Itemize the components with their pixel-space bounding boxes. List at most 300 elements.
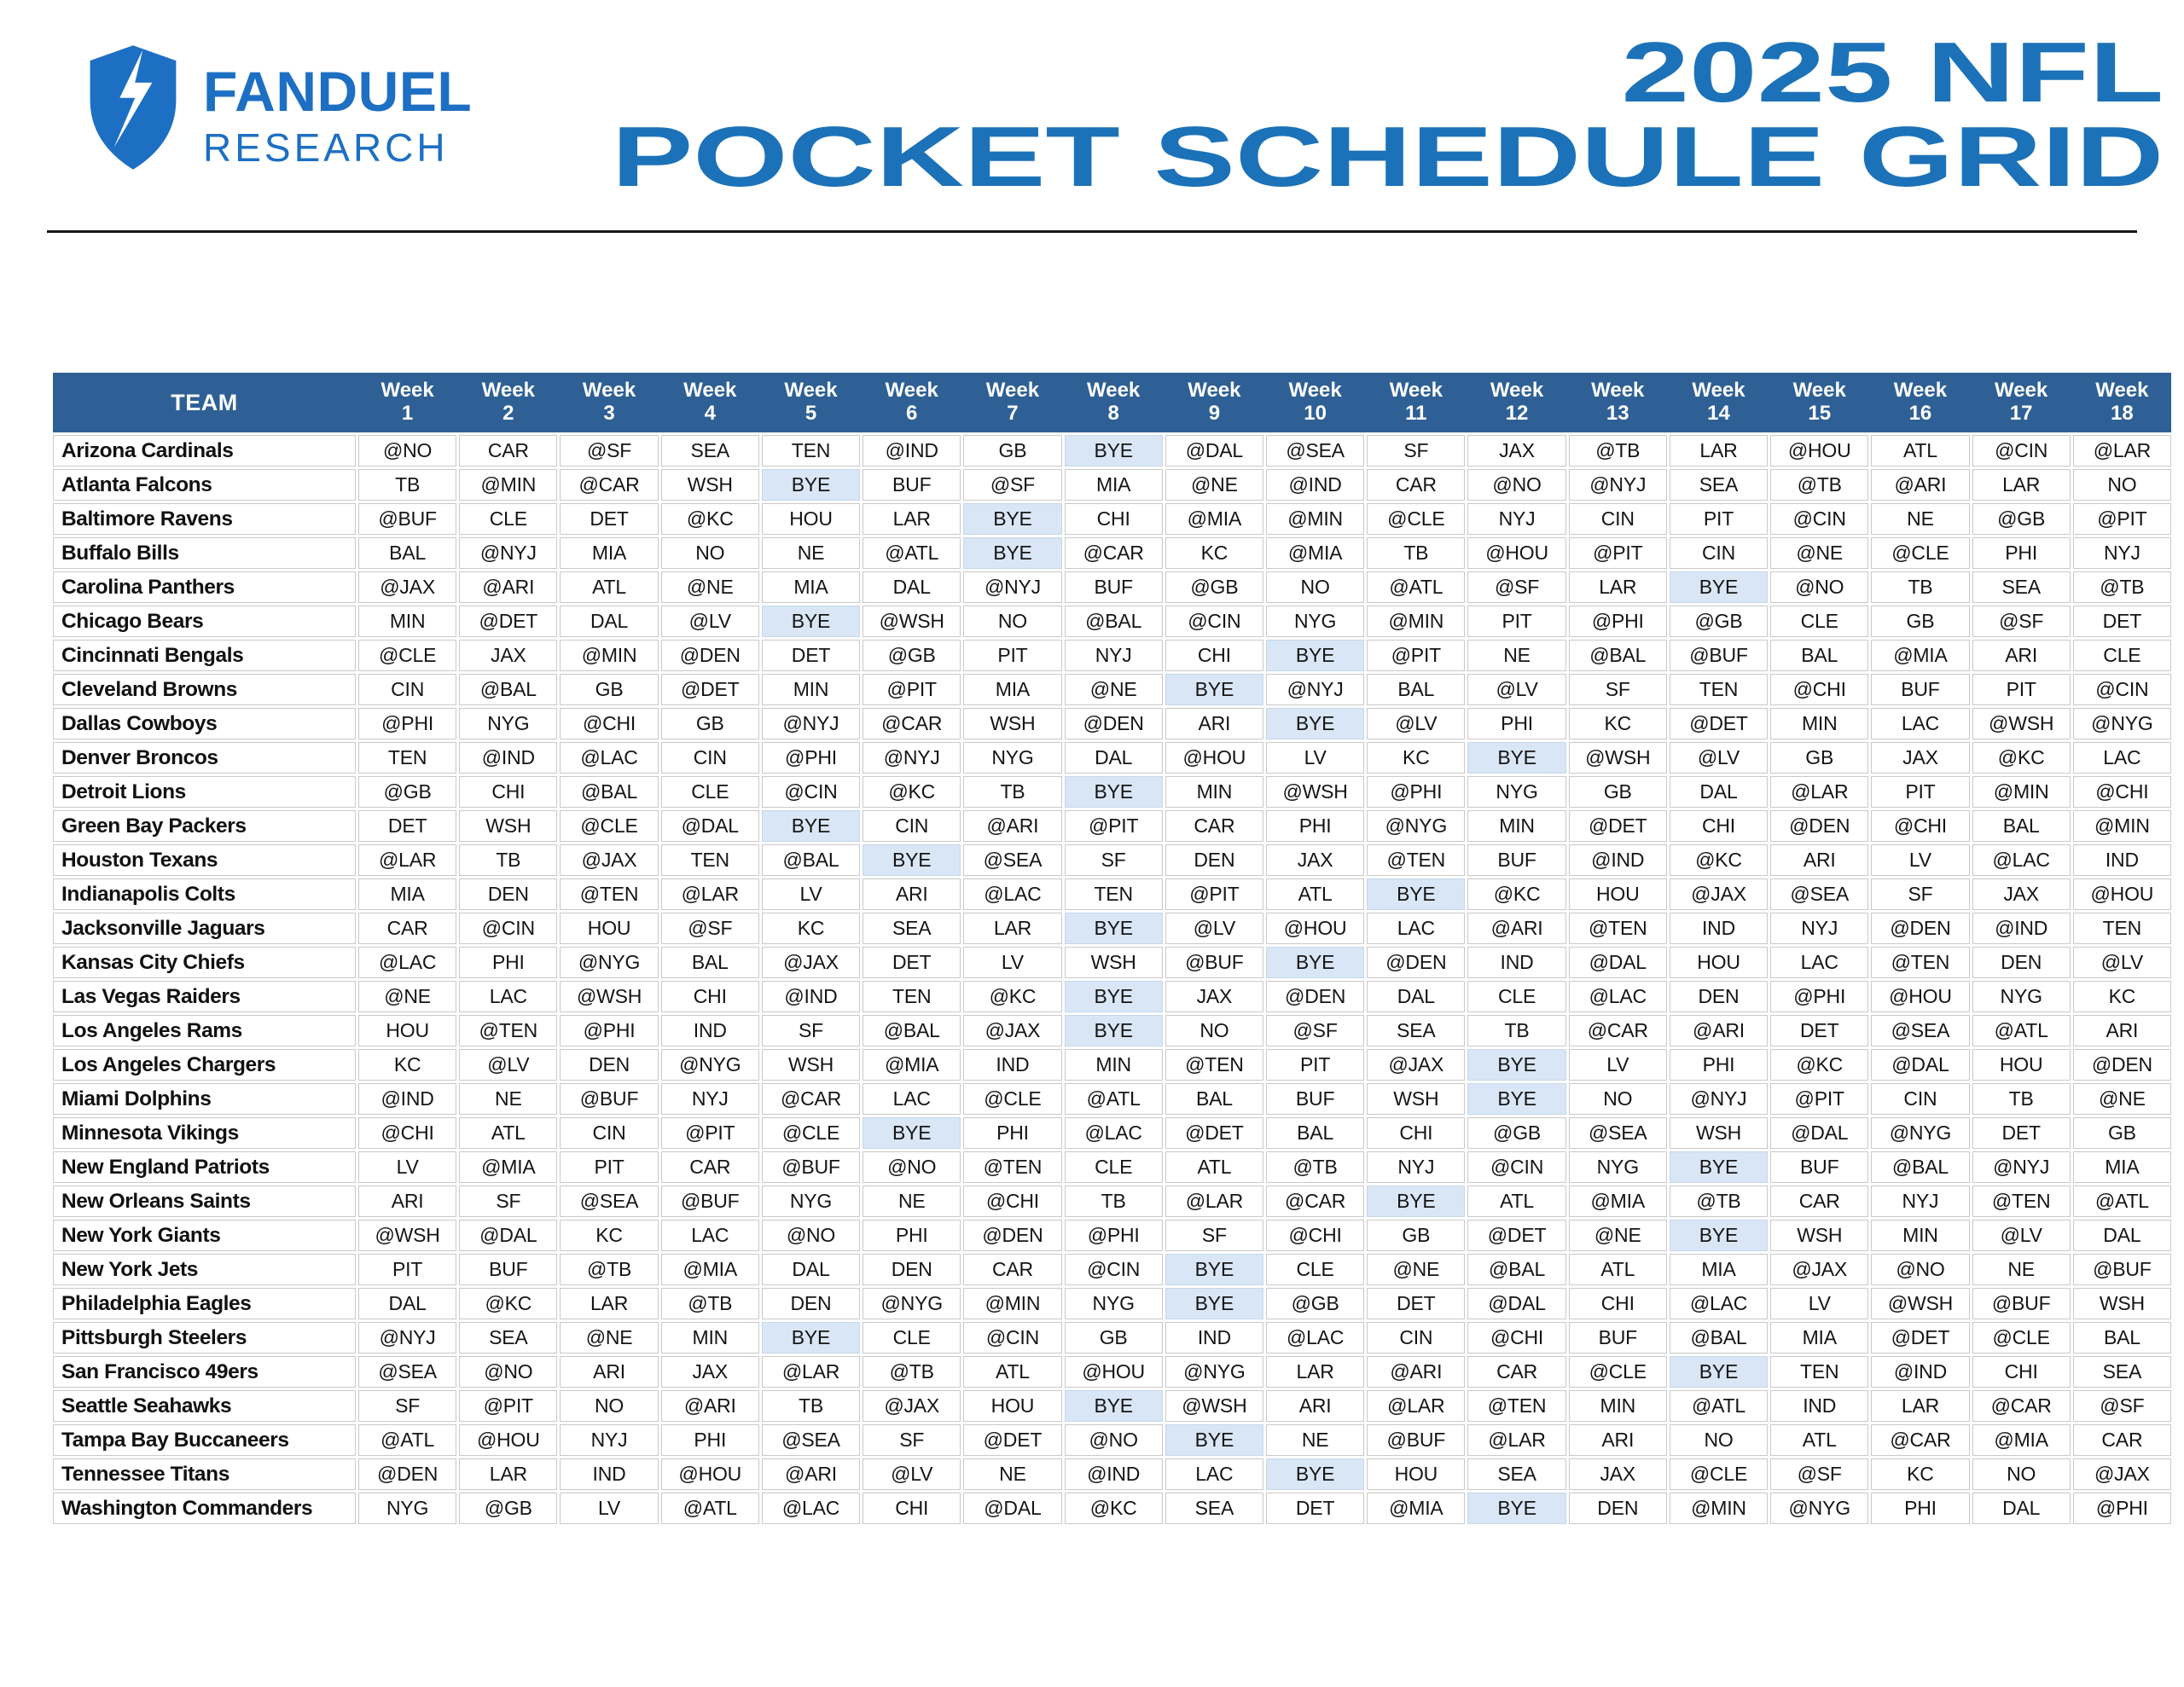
game-cell: @LV (1165, 913, 1263, 944)
bye-cell: BYE (963, 537, 1061, 569)
game-cell: @TEN (1467, 1390, 1565, 1422)
team-name: Minnesota Vikings (53, 1117, 356, 1149)
game-cell: GB (661, 708, 759, 739)
game-cell: IND (1670, 913, 1768, 944)
game-cell: @ARI (459, 571, 557, 603)
game-cell: ARI (1165, 708, 1263, 739)
game-cell: @BUF (2073, 1254, 2171, 1285)
game-cell: @SF (1972, 606, 2071, 637)
game-cell: @DEN (1367, 947, 1465, 978)
game-cell: NYG (762, 1186, 860, 1217)
game-cell: ATL (1165, 1151, 1263, 1183)
game-cell: @SEA (1770, 878, 1868, 910)
game-cell: ATL (1569, 1254, 1667, 1285)
game-cell: CHI (1367, 1117, 1465, 1149)
game-cell: CIN (1367, 1322, 1465, 1354)
game-cell: NYG (1266, 606, 1364, 637)
game-cell: HOU (1972, 1049, 2071, 1081)
game-cell: @KC (963, 981, 1061, 1012)
game-cell: @MIA (1165, 503, 1263, 535)
game-cell: @MIN (1266, 503, 1364, 535)
game-cell: DET (1266, 1493, 1364, 1524)
game-cell: KC (560, 1220, 658, 1251)
game-cell: DET (1367, 1288, 1465, 1319)
game-cell: GB (560, 674, 658, 705)
game-cell: @NO (863, 1151, 961, 1183)
column-header-week-17: Week 17 (1972, 373, 2071, 432)
team-name: Detroit Lions (53, 776, 356, 808)
game-cell: @TEN (560, 878, 658, 910)
game-cell: IND (560, 1458, 658, 1490)
game-cell: WSH (661, 469, 759, 501)
bye-cell: BYE (1165, 1424, 1263, 1456)
game-cell: @SEA (358, 1356, 456, 1388)
logo-brand: FANDUEL (203, 60, 473, 123)
game-cell: CLE (1266, 1254, 1364, 1285)
logo-text (203, 60, 473, 170)
game-cell: @ATL (863, 537, 961, 569)
game-cell: @MIN (963, 1288, 1061, 1319)
game-cell: DET (863, 947, 961, 978)
game-cell: @CIN (1165, 606, 1263, 637)
game-cell: @TEN (1871, 947, 1969, 978)
game-cell: @BUF (1165, 947, 1263, 978)
game-cell: ARI (358, 1186, 456, 1217)
game-cell: CLE (661, 776, 759, 808)
game-cell: NE (863, 1186, 961, 1217)
game-cell: NYG (1467, 776, 1565, 808)
game-cell: @DAL (661, 810, 759, 842)
team-name: Green Bay Packers (53, 810, 356, 842)
game-cell: PIT (1871, 776, 1969, 808)
game-cell: KC (358, 1049, 456, 1081)
game-cell: @LAR (358, 844, 456, 876)
game-cell: @DET (963, 1424, 1061, 1456)
game-cell: @MIA (1871, 640, 1969, 671)
game-cell: WSH (1770, 1220, 1868, 1251)
game-cell: @ATL (2073, 1186, 2171, 1217)
game-cell: PHI (1266, 810, 1364, 842)
game-cell: @CAR (1065, 537, 1163, 569)
team-name: Tampa Bay Buccaneers (53, 1424, 356, 1456)
team-name: Philadelphia Eagles (53, 1288, 356, 1319)
game-cell: SF (459, 1186, 557, 1217)
game-cell: ARI (2073, 1015, 2171, 1046)
game-cell: @CHI (1770, 674, 1868, 705)
game-cell: LAR (459, 1458, 557, 1490)
game-cell: LAR (863, 503, 961, 535)
game-cell: TEN (1670, 674, 1768, 705)
game-cell: @SF (560, 435, 658, 467)
game-cell: GB (1065, 1322, 1163, 1354)
game-cell: @KC (1972, 742, 2071, 774)
game-cell: DEN (762, 1288, 860, 1319)
game-cell: @NO (1467, 469, 1565, 501)
game-cell: NO (661, 537, 759, 569)
game-cell: @LV (459, 1049, 557, 1081)
game-cell: DAL (1670, 776, 1768, 808)
team-name: Buffalo Bills (53, 537, 356, 569)
game-cell: CLE (863, 1322, 961, 1354)
game-cell: DEN (863, 1254, 961, 1285)
team-name: Los Angeles Chargers (53, 1049, 356, 1081)
game-cell: @BAL (762, 844, 860, 876)
game-cell: SF (762, 1015, 860, 1046)
game-cell: BUF (1871, 674, 1969, 705)
game-cell: @KC (459, 1288, 557, 1319)
game-cell: CAR (1165, 810, 1263, 842)
team-name: Atlanta Falcons (53, 469, 356, 501)
game-cell: @JAX (1770, 1254, 1868, 1285)
game-cell: @MIN (1972, 776, 2071, 808)
game-cell: DAL (762, 1254, 860, 1285)
game-cell: BAL (1165, 1083, 1263, 1115)
game-cell: ARI (1972, 640, 2071, 671)
bye-cell: BYE (1670, 1151, 1768, 1183)
game-cell: @DEN (2073, 1049, 2171, 1081)
game-cell: ATL (459, 1117, 557, 1149)
game-cell: TB (459, 844, 557, 876)
bye-cell: BYE (1670, 1356, 1768, 1388)
game-cell: ATL (1266, 878, 1364, 910)
game-cell: @BAL (863, 1015, 961, 1046)
page-title-line1: 2025 NFL (1621, 25, 2164, 120)
game-cell: @NYG (661, 1049, 759, 1081)
game-cell: PHI (1670, 1049, 1768, 1081)
game-cell: @DET (459, 606, 557, 637)
game-cell: @CLE (358, 640, 456, 671)
bye-cell: BYE (1266, 708, 1364, 739)
game-cell: @CHI (1467, 1322, 1565, 1354)
game-cell: @MIA (1972, 1424, 2071, 1456)
game-cell: @LV (1367, 708, 1465, 739)
game-cell: @MIA (1266, 537, 1364, 569)
game-cell: PIT (560, 1151, 658, 1183)
game-cell: @CIN (1467, 1151, 1565, 1183)
game-cell: @ATL (1367, 571, 1465, 603)
game-cell: NO (1266, 571, 1364, 603)
game-cell: NYJ (1871, 1186, 1969, 1217)
game-cell: @PHI (762, 742, 860, 774)
game-cell: WSH (963, 708, 1061, 739)
game-cell: @LAR (1367, 1390, 1465, 1422)
column-header-week-8: Week 8 (1065, 373, 1163, 432)
game-cell: DAL (1065, 742, 1163, 774)
game-cell: IND (963, 1049, 1061, 1081)
game-cell: MIA (1065, 469, 1163, 501)
game-cell: PHI (1972, 537, 2071, 569)
game-cell: DEN (1569, 1493, 1667, 1524)
game-cell: @LAR (661, 878, 759, 910)
game-cell: @DAL (1467, 1288, 1565, 1319)
game-cell: @DEN (1065, 708, 1163, 739)
game-cell: @TB (1266, 1151, 1364, 1183)
game-cell: @NE (1569, 1220, 1667, 1251)
game-cell: MIA (1770, 1322, 1868, 1354)
game-cell: @LAR (762, 1356, 860, 1388)
game-cell: @DET (1871, 1322, 1969, 1354)
game-cell: CLE (1770, 606, 1868, 637)
game-cell: @KC (863, 776, 961, 808)
game-cell: MIA (560, 537, 658, 569)
game-cell: @MIA (661, 1254, 759, 1285)
game-cell: JAX (661, 1356, 759, 1388)
game-cell: @SF (963, 469, 1061, 501)
game-cell: @DET (1467, 1220, 1565, 1251)
bye-cell: BYE (1065, 981, 1163, 1012)
game-cell: @LAC (762, 1493, 860, 1524)
bye-cell: BYE (1670, 1220, 1768, 1251)
game-cell: LV (560, 1493, 658, 1524)
game-cell: @PIT (1569, 537, 1667, 569)
game-cell: CHI (1065, 503, 1163, 535)
game-cell: @KC (1670, 844, 1768, 876)
game-cell: @SEA (762, 1424, 860, 1456)
game-cell: @NE (1065, 674, 1163, 705)
game-cell: @SEA (1871, 1015, 1969, 1046)
game-cell: @ARI (762, 1458, 860, 1490)
bye-cell: BYE (1065, 1390, 1163, 1422)
game-cell: CHI (1165, 640, 1263, 671)
game-cell: ARI (863, 878, 961, 910)
column-header-week-9: Week 9 (1165, 373, 1263, 432)
game-cell: KC (2073, 981, 2171, 1012)
game-cell: @NYG (1871, 1117, 1969, 1149)
game-cell: @KC (1770, 1049, 1868, 1081)
game-cell: @IND (762, 981, 860, 1012)
game-cell: JAX (1972, 878, 2071, 910)
game-cell: @HOU (661, 1458, 759, 1490)
game-cell: ATL (1770, 1424, 1868, 1456)
game-cell: @CAR (1871, 1424, 1969, 1456)
game-cell: @JAX (762, 947, 860, 978)
game-cell: @CHI (963, 1186, 1061, 1217)
game-cell: BUF (1770, 1151, 1868, 1183)
game-cell: LAR (1569, 571, 1667, 603)
team-name: Cincinnati Bengals (53, 640, 356, 671)
game-cell: DET (762, 640, 860, 671)
game-cell: @CAR (762, 1083, 860, 1115)
game-cell: JAX (1165, 981, 1263, 1012)
game-cell: NYG (1972, 981, 2071, 1012)
game-cell: @TEN (963, 1151, 1061, 1183)
game-cell: @SF (1266, 1015, 1364, 1046)
game-cell: @CAR (1972, 1390, 2071, 1422)
game-cell: @PHI (2073, 1493, 2171, 1524)
game-cell: @JAX (863, 1390, 961, 1422)
game-cell: TEN (2073, 913, 2171, 944)
game-cell: NYG (1569, 1151, 1667, 1183)
game-cell: @NYG (1165, 1356, 1263, 1388)
game-cell: CHI (459, 776, 557, 808)
game-cell: DAL (2073, 1220, 2171, 1251)
game-cell: @SEA (560, 1186, 658, 1217)
game-cell: @ATL (1972, 1015, 2071, 1046)
fanduel-logo (85, 44, 472, 171)
game-cell: @JAX (2073, 1458, 2171, 1490)
game-cell: @NE (1367, 1254, 1465, 1285)
game-cell: SF (358, 1390, 456, 1422)
game-cell: NE (963, 1458, 1061, 1490)
game-cell: NO (1165, 1015, 1263, 1046)
game-cell: @NYJ (762, 708, 860, 739)
game-cell: @TEN (1569, 913, 1667, 944)
game-cell: @NYJ (1266, 674, 1364, 705)
game-cell: @LAC (1266, 1322, 1364, 1354)
game-cell: @CAR (863, 708, 961, 739)
game-cell: @BUF (762, 1151, 860, 1183)
game-cell: @ARI (1871, 469, 1969, 501)
game-cell: MIN (1467, 810, 1565, 842)
game-cell: @NO (459, 1356, 557, 1388)
game-cell: LAC (1871, 708, 1969, 739)
game-cell: @NE (661, 571, 759, 603)
game-cell: DAL (560, 606, 658, 637)
bye-cell: BYE (762, 810, 860, 842)
game-cell: @PIT (1367, 640, 1465, 671)
game-cell: @PHI (1065, 1220, 1163, 1251)
game-cell: BUF (1569, 1322, 1667, 1354)
game-cell: DEN (1670, 981, 1768, 1012)
game-cell: LV (963, 947, 1061, 978)
game-cell: @NYG (560, 947, 658, 978)
game-cell: BAL (358, 537, 456, 569)
game-cell: @NO (358, 435, 456, 467)
game-cell: @CLE (762, 1117, 860, 1149)
game-cell: @CIN (762, 776, 860, 808)
game-cell: @ATL (1065, 1083, 1163, 1115)
game-cell: HOU (560, 913, 658, 944)
game-cell: NYJ (560, 1424, 658, 1456)
game-cell: @CLE (1367, 503, 1465, 535)
bye-cell: BYE (1065, 435, 1163, 467)
game-cell: PHI (963, 1117, 1061, 1149)
game-cell: BAL (1972, 810, 2071, 842)
bye-cell: BYE (1670, 571, 1768, 603)
team-name: Tennessee Titans (53, 1458, 356, 1490)
game-cell: @CLE (1871, 537, 1969, 569)
bye-cell: BYE (1467, 742, 1565, 774)
game-cell: @ARI (1467, 913, 1565, 944)
team-name: New York Jets (53, 1254, 356, 1285)
game-cell: HOU (1670, 947, 1768, 978)
game-cell: @CHI (1266, 1220, 1364, 1251)
team-name: Cleveland Browns (53, 674, 356, 705)
game-cell: CAR (358, 913, 456, 944)
game-cell: @DET (1670, 708, 1768, 739)
game-cell: @WSH (1972, 708, 2071, 739)
game-cell: HOU (963, 1390, 1061, 1422)
game-cell: IND (2073, 844, 2171, 876)
game-cell: JAX (1871, 742, 1969, 774)
game-cell: WSH (762, 1049, 860, 1081)
game-cell: @GB (358, 776, 456, 808)
game-cell: HOU (762, 503, 860, 535)
game-cell: MIA (1670, 1254, 1768, 1285)
game-cell: @DAL (963, 1493, 1061, 1524)
game-cell: LV (358, 1151, 456, 1183)
game-cell: DAL (358, 1288, 456, 1319)
game-cell: @TB (1569, 435, 1667, 467)
column-header-week-10: Week 10 (1266, 373, 1364, 432)
game-cell: @BAL (1871, 1151, 1969, 1183)
game-cell: @CAR (1569, 1015, 1667, 1046)
game-cell: @PHI (560, 1015, 658, 1046)
game-cell: @TEN (1972, 1186, 2071, 1217)
game-cell: @LV (863, 1458, 961, 1490)
team-name: San Francisco 49ers (53, 1356, 356, 1388)
team-name: Arizona Cardinals (53, 435, 356, 467)
game-cell: GB (1871, 606, 1969, 637)
game-cell: CIN (863, 810, 961, 842)
game-cell: @HOU (1871, 981, 1969, 1012)
game-cell: @ARI (1670, 1015, 1768, 1046)
game-cell: @HOU (2073, 878, 2171, 910)
game-cell: @CAR (1266, 1186, 1364, 1217)
game-cell: BAL (661, 947, 759, 978)
team-name: Jacksonville Jaguars (53, 913, 356, 944)
game-cell: @TB (1670, 1186, 1768, 1217)
game-cell: @TB (560, 1254, 658, 1285)
game-cell: CAR (1467, 1356, 1565, 1388)
game-cell: @MIA (1367, 1493, 1465, 1524)
game-cell: CAR (2073, 1424, 2171, 1456)
game-cell: SEA (1367, 1015, 1465, 1046)
game-cell: @NE (358, 981, 456, 1012)
game-cell: @CAR (560, 469, 658, 501)
game-cell: @GB (1670, 606, 1768, 637)
logo-subtitle: RESEARCH (203, 125, 449, 170)
game-cell: NYG (358, 1493, 456, 1524)
game-cell: NE (762, 537, 860, 569)
game-cell: CIN (1871, 1083, 1969, 1115)
game-cell: @BAL (1670, 1322, 1768, 1354)
game-cell: CHI (661, 981, 759, 1012)
game-cell: @PHI (358, 708, 456, 739)
game-cell: @WSH (863, 606, 961, 637)
game-cell: MIA (2073, 1151, 2171, 1183)
game-cell: @LV (661, 606, 759, 637)
game-cell: @LV (1670, 742, 1768, 774)
game-cell: @ATL (661, 1493, 759, 1524)
game-cell: SF (1165, 1220, 1263, 1251)
game-cell: DAL (1367, 981, 1465, 1012)
game-cell: BAL (1266, 1117, 1364, 1149)
game-cell: @CLE (1569, 1356, 1667, 1388)
game-cell: CHI (1569, 1288, 1667, 1319)
bye-cell: BYE (1266, 640, 1364, 671)
fanduel-shield-icon (85, 44, 181, 171)
game-cell: MIN (1871, 1220, 1969, 1251)
game-cell: TB (762, 1390, 860, 1422)
game-cell: TB (1367, 537, 1465, 569)
game-cell: @DAL (459, 1220, 557, 1251)
game-cell: BUF (863, 469, 961, 501)
game-cell: @NYG (1770, 1493, 1868, 1524)
game-cell: HOU (358, 1015, 456, 1046)
column-header-week-5: Week 5 (762, 373, 860, 432)
game-cell: @IND (358, 1083, 456, 1115)
game-cell: WSH (459, 810, 557, 842)
game-cell: @LAR (1770, 776, 1868, 808)
game-cell: @NYJ (863, 742, 961, 774)
game-cell: MIN (661, 1322, 759, 1354)
game-cell: @MIN (1670, 1493, 1768, 1524)
game-cell: NE (1972, 1254, 2071, 1285)
bye-cell: BYE (1467, 1049, 1565, 1081)
game-cell: @CLE (963, 1083, 1061, 1115)
bye-cell: BYE (1165, 1288, 1263, 1319)
